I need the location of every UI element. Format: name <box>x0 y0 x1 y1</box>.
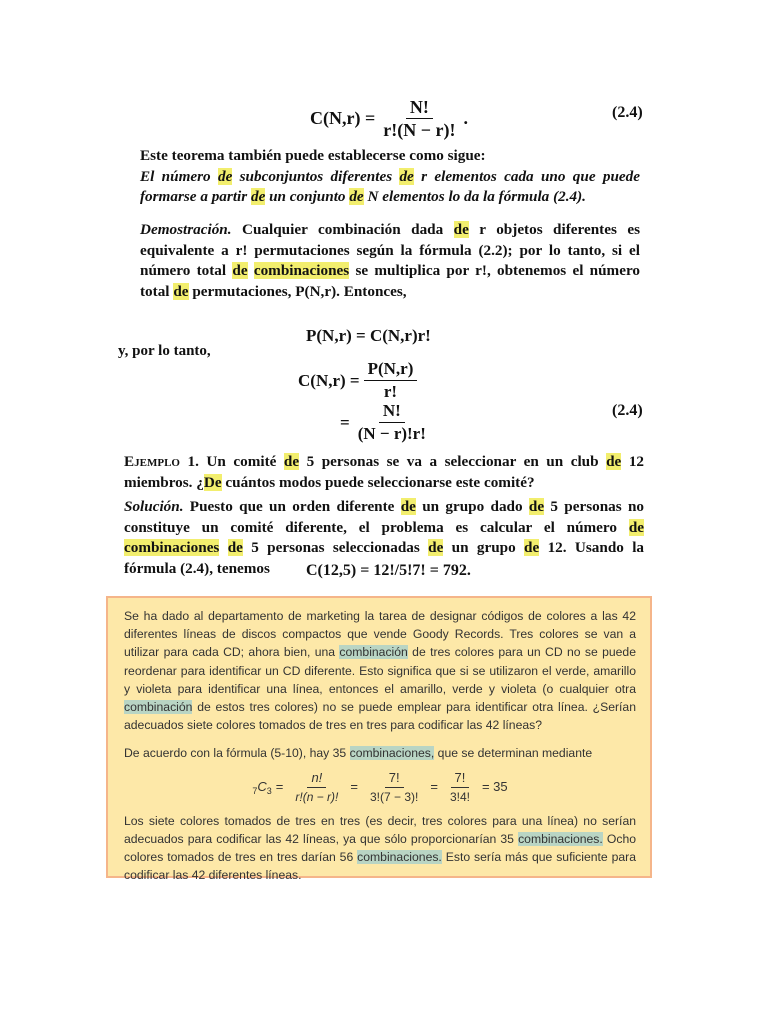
solution-label: Solución. <box>124 498 184 515</box>
combination-formula <box>124 769 636 806</box>
example-paragraph <box>124 452 644 493</box>
example-label: Ejemplo 1. <box>124 453 199 470</box>
derivation-lhs: C(N,r) = <box>298 370 360 390</box>
highlight: combinaciones, <box>349 746 435 761</box>
text: de estos tres colores) no se puede emplear para identificar otra línea. ¿Serían adecuados siete colores tomados de tres en tres para codificar las 42 líneas? <box>124 700 636 733</box>
fraction-denominator: (N − r)!r! <box>357 424 426 443</box>
text: un grupo dado <box>415 498 529 515</box>
text: Esto sería más que suficiente para codificar las 42 diferentes líneas. <box>124 850 636 883</box>
highlight: de <box>528 498 545 515</box>
derivation-line-3 <box>340 400 434 445</box>
text: permutaciones, P(N,r). Entonces, <box>188 282 407 300</box>
text: Ocho colores tomados de tres en tres darían 56 <box>124 831 636 865</box>
equation-number: (2.4) <box>612 104 643 121</box>
highlight: de <box>250 188 266 205</box>
fraction-numerator: 7! <box>451 769 470 788</box>
derivation-line-1: P(N,r) = C(N,r)r! <box>306 326 431 345</box>
highlight: combinación <box>124 700 193 715</box>
theorem-statement <box>140 167 640 208</box>
text <box>219 539 227 556</box>
formula-2-4 <box>310 96 468 141</box>
equals: = <box>275 779 284 795</box>
text: cuántos modos puede seleccionarse este comité? <box>221 473 535 491</box>
text: El número <box>140 167 218 185</box>
highlight: de <box>628 518 644 536</box>
fraction-denominator: 3!4! <box>449 789 470 804</box>
derivation-fraction <box>364 358 418 403</box>
marketing-example-box <box>106 596 652 883</box>
formula-c: C <box>257 779 267 795</box>
therefore-label: y, por lo tanto, <box>118 343 211 359</box>
text: N elementos lo da la fórmula (2.4). <box>363 188 586 205</box>
fraction-denominator: r! <box>383 382 398 401</box>
highlight: De <box>203 473 222 491</box>
highlight: combinaciones. <box>518 831 603 846</box>
text: De acuerdo con la fórmula (5-10), hay 35 <box>124 746 350 761</box>
formula-fraction <box>446 769 474 806</box>
highlight: de <box>232 262 248 279</box>
formula-denominator: r!(N − r)! <box>383 120 456 140</box>
box-paragraph-2 <box>124 744 636 762</box>
derivation-line-2 <box>298 358 421 403</box>
highlight: combinación <box>339 645 408 660</box>
demonstration-label: Demostración. <box>140 221 232 238</box>
highlight: de <box>606 453 622 470</box>
text: r objetos diferentes es equivalente a r! permutaciones según la fórmula (2.2); por lo tanto, si el número total <box>140 221 640 279</box>
formula-trailing: . <box>463 108 468 128</box>
text: que se determinan mediante <box>434 746 593 761</box>
fraction-denominator: r!(n − r)! <box>295 789 339 804</box>
text: Se ha dado al departamento de marketing la tarea de designar códigos de colores a las 42 diferentes líneas de discos compactos que vende Goody Records. Tres colores se van a utilizar para cada CD; ahora bien, una <box>124 609 636 660</box>
box-paragraph-1 <box>124 607 636 734</box>
fraction-numerator: n! <box>307 769 326 788</box>
theorem-block <box>140 146 640 208</box>
text: Puesto que un orden diferente <box>183 498 401 515</box>
derivation-equals: = <box>340 412 350 432</box>
equals: = <box>430 779 438 795</box>
text: subconjuntos diferentes <box>232 167 400 185</box>
equals: = <box>350 779 358 795</box>
text: un conjunto <box>265 188 350 205</box>
text: 12 miembros. ¿ <box>124 453 645 491</box>
text <box>248 262 254 279</box>
text: Cualquier combinación dada <box>231 221 454 238</box>
highlight: de <box>524 539 540 556</box>
formula-numerator: N! <box>406 96 433 119</box>
text: de tres colores para un CD no se puede reordenar para identificar un CD diferente. Esto significa que si se utilizaron el verde, amarillo y violeta para identificar una línea, entonces el amarillo, verde y violeta (o cualquier otra <box>124 645 636 696</box>
fraction-denominator: 3!(7 − 3)! <box>369 789 419 804</box>
highlight: combinaciones <box>253 262 350 279</box>
text: 5 personas no constituye un comité diferente, el problema es calcular el número <box>124 498 644 536</box>
formula-lhs: C(N,r) = <box>310 108 376 128</box>
box-paragraph-3 <box>124 812 636 885</box>
highlight: de <box>283 453 300 470</box>
highlight: de <box>428 539 444 556</box>
fraction-numerator: 7! <box>385 769 404 788</box>
highlight: de <box>349 188 364 205</box>
formula-prefix: 7 <box>252 786 258 797</box>
text: 12. Usando la fórmula (2.4), tenemos <box>124 539 645 577</box>
text: Un comité <box>198 453 284 470</box>
text: se multiplica por r!, obtenemos el número total <box>140 262 641 300</box>
highlight: combinaciones. <box>357 850 442 865</box>
text: r elementos cada uno que puede formarse a partir <box>140 167 640 205</box>
equation-number: (2.4) <box>612 402 643 419</box>
formula-fraction <box>291 769 342 806</box>
highlight: de <box>217 167 233 185</box>
fraction-numerator: N! <box>379 400 405 423</box>
demonstration-paragraph <box>140 220 640 302</box>
derivation-fraction <box>354 400 430 445</box>
highlight: de <box>400 498 416 515</box>
highlight: de <box>173 282 189 300</box>
text: un grupo <box>443 539 525 556</box>
text: Los siete colores tomados de tres en tres (es decir, tres colores para una línea) no serían adecuados para codificar las 42 líneas, ya que sólo proporcionarían 35 <box>124 813 636 846</box>
solution-result: C(12,5) = 12!/5!7! = 792. <box>306 562 471 579</box>
formula-subscript: 3 <box>266 786 272 797</box>
text: 5 personas seleccionadas <box>242 539 429 556</box>
fraction-numerator: P(N,r) <box>364 358 418 381</box>
highlight: de <box>227 539 243 556</box>
highlight: de <box>399 167 414 185</box>
text: 5 personas se va a seleccionar en un club <box>299 453 607 470</box>
highlight: de <box>453 221 469 238</box>
formula-fraction <box>379 96 459 141</box>
formula-result: = 35 <box>481 779 508 795</box>
theorem-intro: Este teorema también puede establecerse como sigue: <box>140 147 486 164</box>
formula-fraction <box>366 769 422 806</box>
highlight: combinaciones <box>124 539 220 556</box>
